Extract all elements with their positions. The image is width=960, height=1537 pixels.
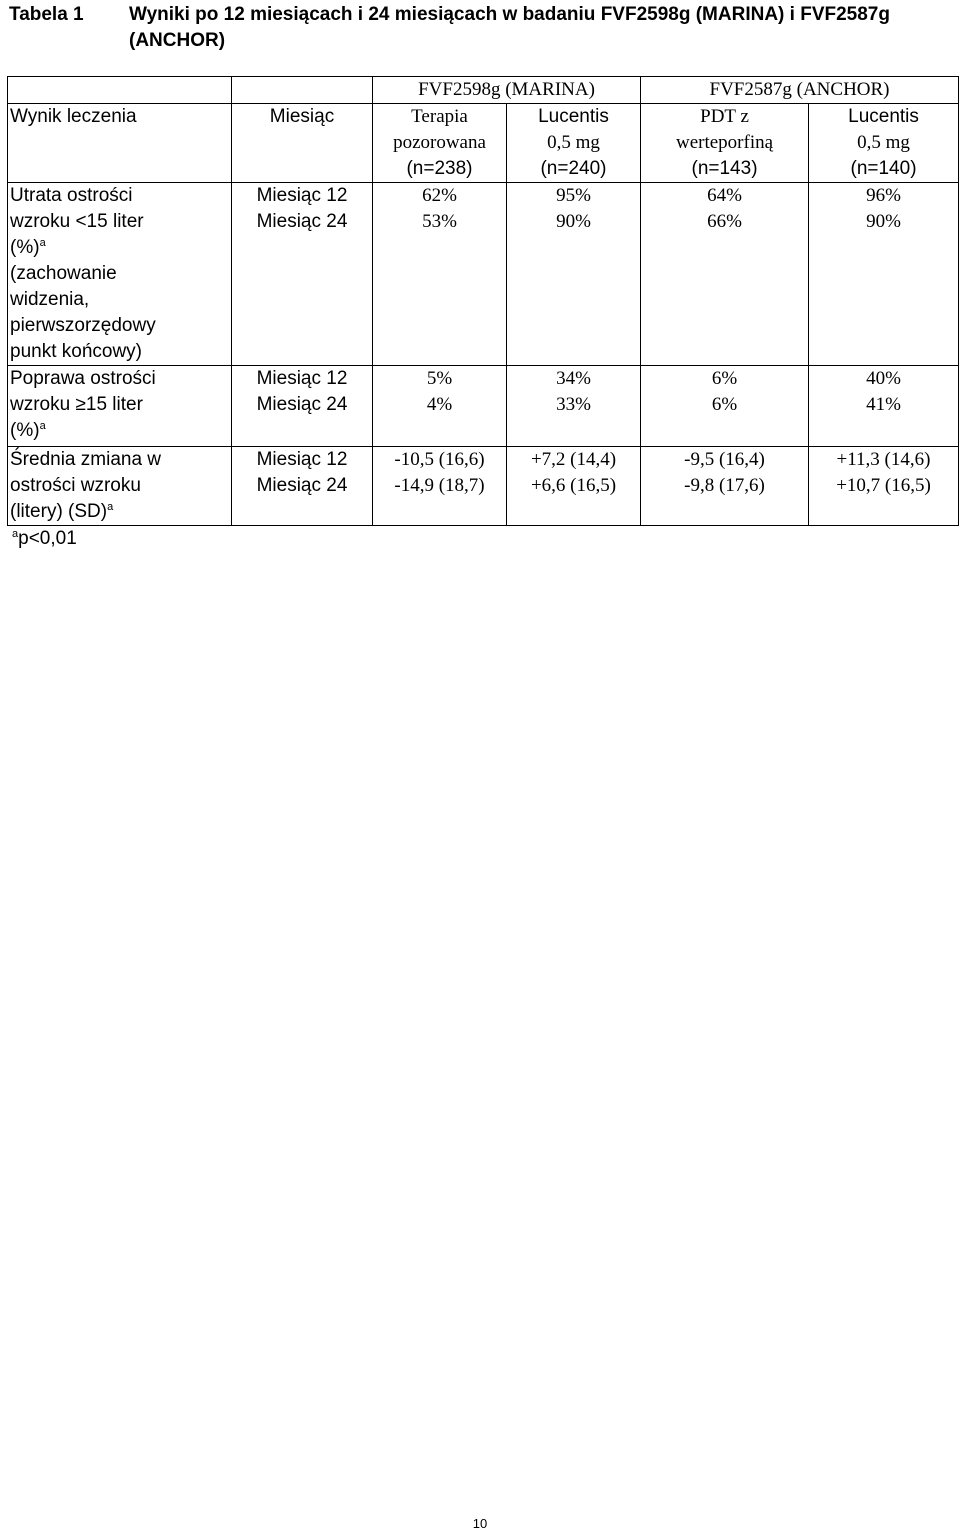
pdt-header: PDT z werteporfiną (n=143) [641,104,809,183]
results-table [7,76,959,526]
month-header: Miesiąc [232,104,373,183]
outcome-cell: Utrata ostrości wzroku <15 liter (%)$^a$ (zachowanie widzenia, pierwszorzędowy punkt końcowy) [8,183,232,366]
sham-cell: 62% 53% [373,183,507,366]
lucentis-anchor-header: Lucentis 0,5 mg (n=140) [809,104,959,183]
table-title: Wyniki po 12 miesiącach i 24 miesiącach w badaniu FVF2598g (MARINA) i FVF2587g (ANCHOR) [129,4,890,51]
outcome-header: Wynik leczenia [8,104,232,183]
column-header-row [8,104,959,183]
table-row [8,447,959,526]
pdt-cell: -9,5 (16,4) -9,8 (17,6) [641,447,809,526]
month-cell: Miesiąc 12 Miesiąc 24 [232,366,373,447]
sham-cell: 5% 4% [373,366,507,447]
table-row [8,366,959,447]
lucentis-marina-cell: +7,2 (14,4) +6,6 (16,5) [507,447,641,526]
table-row [8,183,959,366]
sham-header: Terapia pozorowana (n=238) [373,104,507,183]
lucentis-anchor-cell: +11,3 (14,6) +10,7 (16,5) [809,447,959,526]
anchor-group-header: FVF2587g (ANCHOR) [641,77,959,104]
footnote: $^a$p<0,01 [12,528,77,549]
month-cell: Miesiąc 12 Miesiąc 24 [232,447,373,526]
lucentis-marina-header: Lucentis 0,5 mg (n=240) [507,104,641,183]
table-label: Tabela 1 [9,4,84,25]
lucentis-marina-cell: 95% 90% [507,183,641,366]
lucentis-marina-cell: 34% 33% [507,366,641,447]
sham-cell: -10,5 (16,6) -14,9 (18,7) [373,447,507,526]
lucentis-anchor-cell: 40% 41% [809,366,959,447]
marina-group-header: FVF2598g (MARINA) [373,77,641,104]
group-header-row [8,77,959,104]
outcome-cell: Średnia zmiana w ostrości wzroku (litery) (SD)$^a$ [8,447,232,526]
month-cell: Miesiąc 12 Miesiąc 24 [232,183,373,366]
pdt-cell: 64% 66% [641,183,809,366]
outcome-cell: Poprawa ostrości wzroku ≥15 liter (%)$^a$ [8,366,232,447]
pdt-cell: 6% 6% [641,366,809,447]
table-caption [9,2,940,54]
page-number: 10 [472,1516,488,1531]
lucentis-anchor-cell: 96% 90% [809,183,959,366]
